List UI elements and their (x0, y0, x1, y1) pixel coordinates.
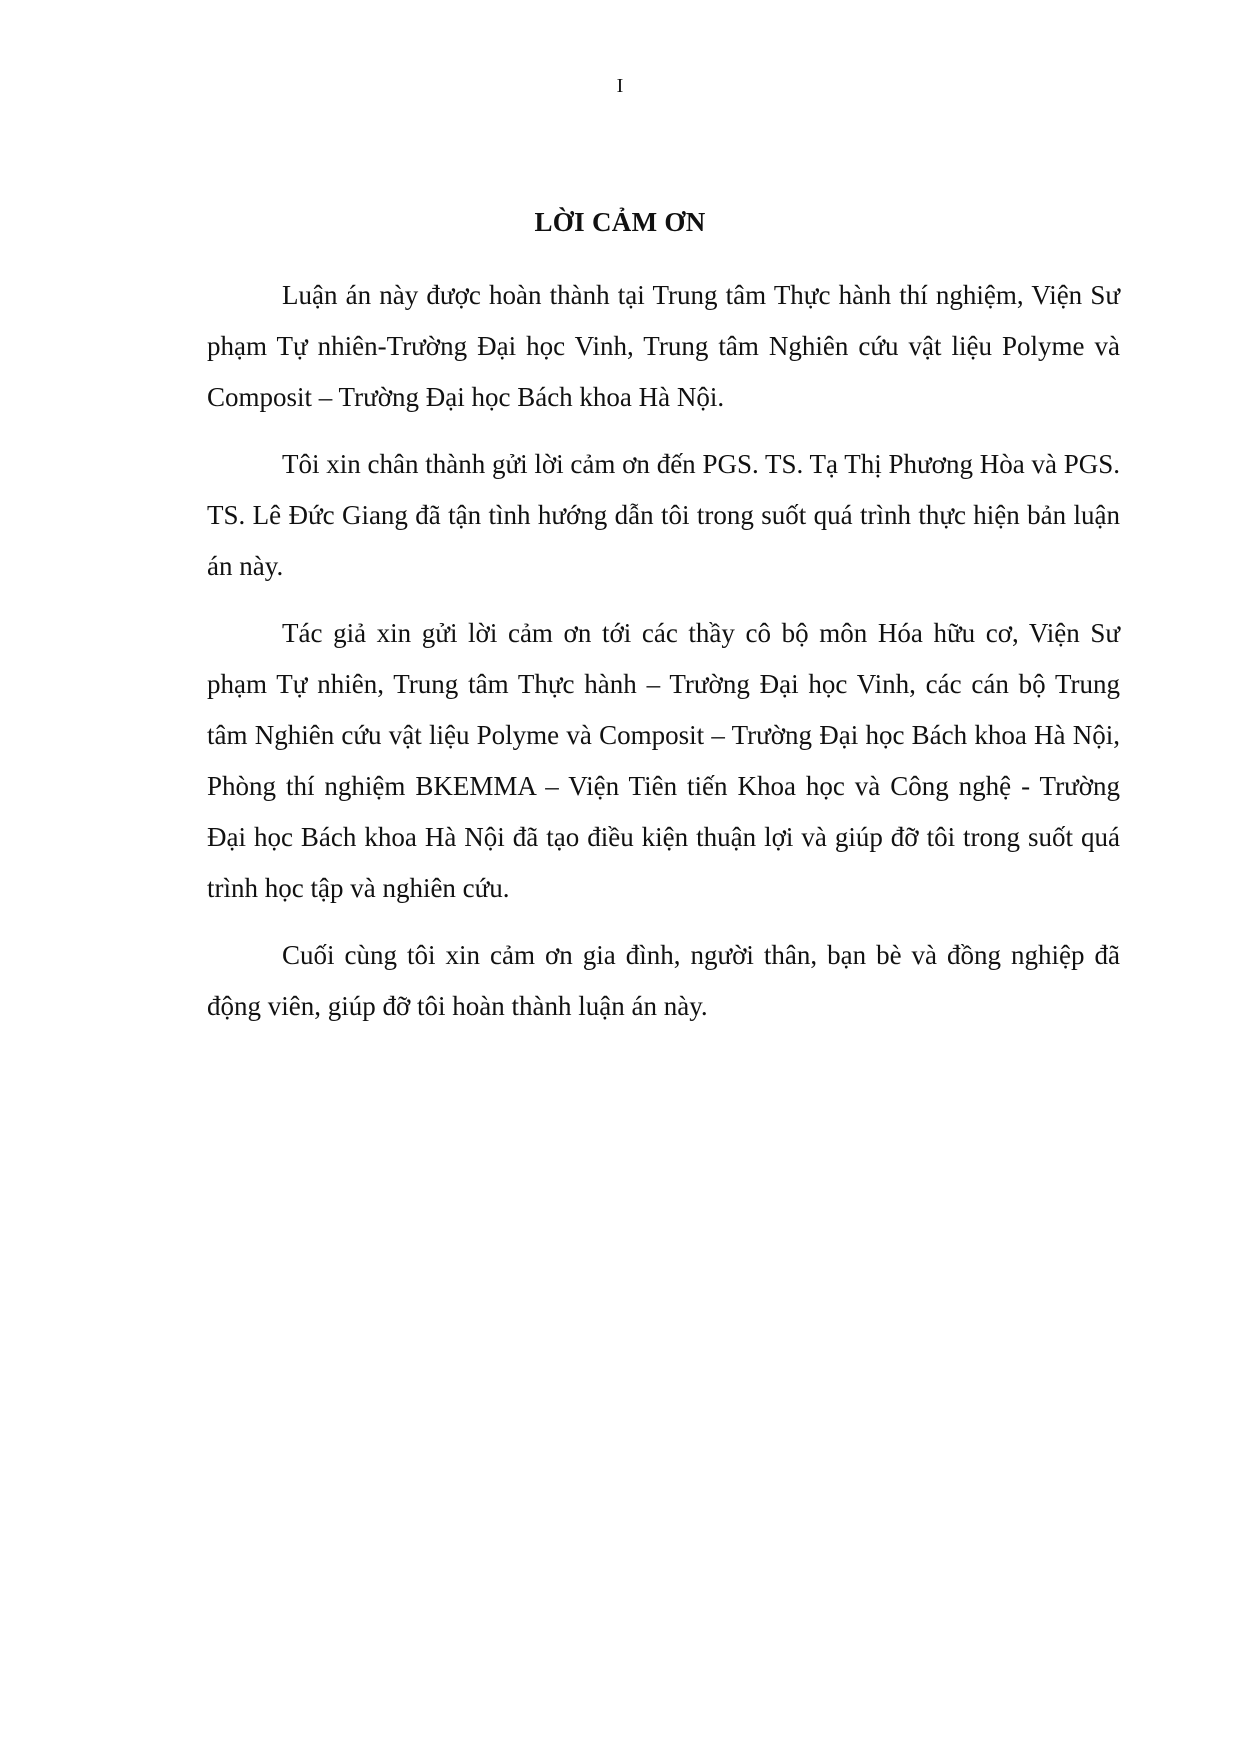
page-number: I (616, 75, 624, 97)
paragraph-institutions: Tác giả xin gửi lời cảm ơn tới các thầy cô bộ môn Hóa hữu cơ, Viện Sư phạm Tự nhiên, Trung tâm Thực hành – Trường Đại học Vinh, các cán bộ Trung tâm Nghiên cứu vật liệu Polyme và Composit – Trường Đại học Bách khoa Hà Nội, Phòng thí nghiệm BKEMMA – Viện Tiên tiến Khoa học và Công nghệ - Trường Đại học Bách khoa Hà Nội đã tạo điều kiện thuận lợi và giúp đỡ tôi trong suốt quá trình học tập và nghiên cứu. (207, 618, 1120, 903)
paragraph-supervisors: Tôi xin chân thành gửi lời cảm ơn đến PGS. TS. Tạ Thị Phương Hòa và PGS. TS. Lê Đức Giang đã tận tình hướng dẫn tôi trong suốt quá trình thực hiện bản luận án này. (207, 449, 1120, 581)
acknowledgement-body (207, 270, 1120, 1048)
paragraph-family: Cuối cùng tôi xin cảm ơn gia đình, người thân, bạn bè và đồng nghiệp đã động viên, giúp đỡ tôi hoàn thành luận án này. (207, 940, 1120, 1021)
page-title: LỜI CẢM ƠN (534, 207, 706, 237)
paragraph-completion-location: Luận án này được hoàn thành tại Trung tâm Thực hành thí nghiệm, Viện Sư phạm Tự nhiên-Trường Đại học Vinh, Trung tâm Nghiên cứu vật liệu Polyme và Composit – Trường Đại học Bách khoa Hà Nội. (207, 280, 1120, 412)
